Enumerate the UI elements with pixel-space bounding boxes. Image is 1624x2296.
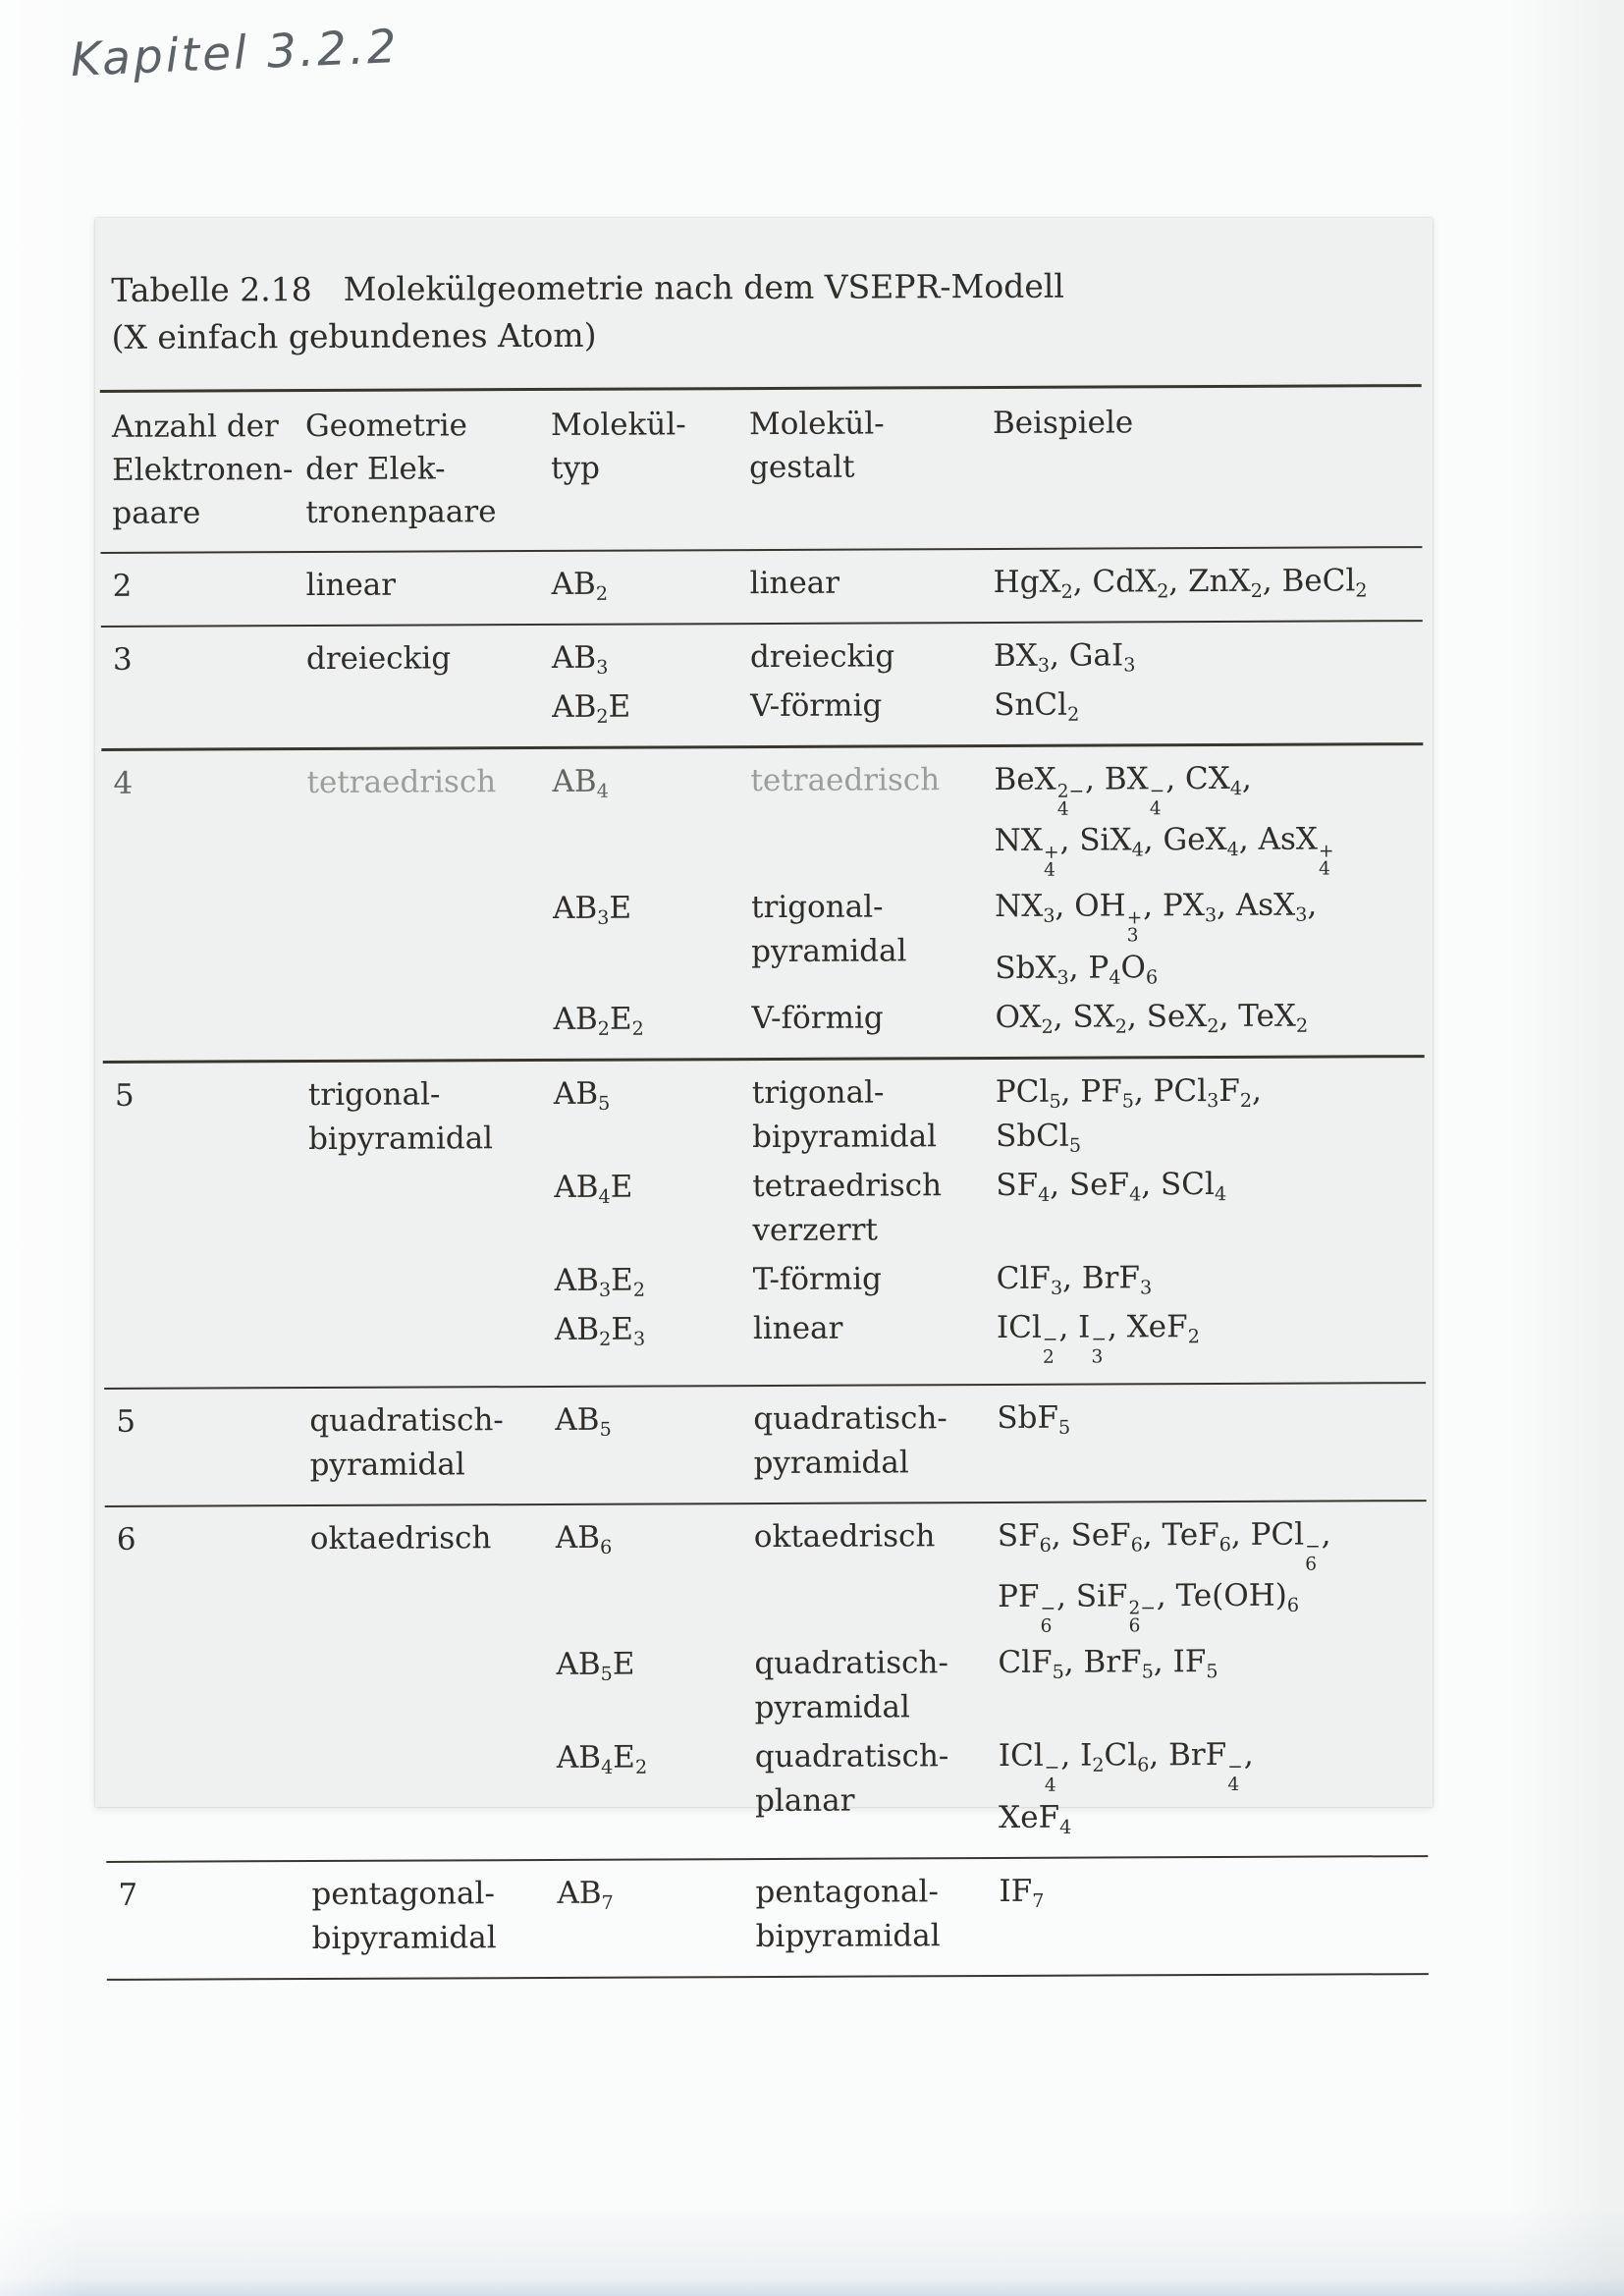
entries	[552, 756, 1424, 1042]
photocopy-content	[95, 215, 1440, 1981]
vsepr-table	[100, 384, 1429, 1980]
entry-row	[555, 1304, 1426, 1369]
entries	[556, 1512, 1428, 1842]
cell-type: $AB_2E_2$	[553, 1001, 644, 1040]
entry-row	[552, 632, 1423, 681]
cell-examples: $NX_3$, OH + 3 , $PX_3$, AsX$_3$, SbX$_3$, $P_4O_6$	[994, 888, 1318, 989]
cell-type: $AB_2E$	[552, 688, 631, 728]
cell-examples: $SF_4$, SeF$_4$, SCl$_4$	[996, 1166, 1227, 1206]
entries	[554, 1068, 1426, 1369]
cell-type: $AB_4E_2$	[556, 1739, 648, 1779]
cell-examples: ClF$_5$, BrF$_5$, $IF_5$	[998, 1644, 1218, 1684]
cell-type: $AB_3E$	[552, 891, 632, 930]
cell-type: $AB_5E$	[556, 1646, 635, 1686]
cell-type: $AB_3$	[551, 639, 609, 679]
cell-shape: linear	[752, 1310, 843, 1346]
cell-shape: quadratisch- pyramidal	[754, 1645, 949, 1726]
cell-examples: ICl − 4 , $I_2Cl_6$, BrF − 4 , XeF$_4$	[998, 1737, 1254, 1838]
cell-examples: $IF_7$	[999, 1873, 1045, 1912]
entry-row	[555, 1255, 1426, 1303]
entry-row	[557, 1868, 1428, 1960]
cell-shape: quadratisch- planar	[754, 1738, 949, 1820]
cell-type: $AB_2$	[551, 566, 609, 605]
entry-row	[557, 1732, 1428, 1841]
table-caption	[111, 264, 1417, 311]
entries	[557, 1868, 1428, 1960]
row-group-5-trigonal	[103, 1055, 1426, 1388]
cell-shape: V-förmig	[750, 687, 883, 725]
cell-examples: HgX$_2$, CdX$_2$, ZnX$_2$, BeCl$_2$	[993, 563, 1368, 603]
cell-shape: linear	[749, 565, 840, 602]
cell-examples: SbF$_5$	[997, 1399, 1071, 1439]
cell-pairs: 4	[113, 765, 134, 801]
table-number: Tabelle 2.18	[111, 270, 312, 309]
photocopy-area	[95, 218, 1433, 1956]
entry-row	[554, 1068, 1425, 1161]
entry-row	[556, 1512, 1428, 1638]
entries	[552, 632, 1423, 730]
cell-shape: tetraedrisch verzerrt	[752, 1167, 943, 1248]
entry-row	[552, 559, 1423, 607]
row-group-5-quadratisch	[104, 1382, 1427, 1505]
cell-geometry: oktaedrisch	[309, 1520, 492, 1557]
row-group-2	[100, 546, 1422, 626]
cell-geometry: quadratisch- pyramidal	[309, 1402, 504, 1483]
cell-examples: $BX_3$, GaI$_3$	[993, 637, 1136, 677]
cell-geometry: trigonal- bipyramidal	[307, 1076, 494, 1157]
cell-examples: $SF_6$, SeF$_6$, TeF$_6$, PCl − 6 , PF − 6 , SiF 2− 6 , $Te(OH)_6$	[997, 1516, 1331, 1637]
entry-row	[555, 1394, 1426, 1487]
cell-geometry: linear	[305, 567, 397, 604]
cell-pairs: 3	[112, 641, 133, 678]
entry-row	[552, 682, 1423, 730]
cell-pairs: 2	[112, 568, 133, 604]
cell-shape: oktaedrisch	[753, 1518, 936, 1555]
header-molekuelgestalt: Molekül- gestalt	[748, 406, 885, 486]
cell-type: $AB_4E$	[554, 1169, 633, 1208]
cell-geometry: tetraedrisch	[306, 764, 497, 801]
table-title: Molekülgeometrie nach dem VSEPR-Modell	[343, 266, 1065, 308]
row-group-4	[101, 742, 1424, 1061]
entry-row	[553, 994, 1424, 1042]
cell-type: $AB_3E_2$	[554, 1262, 646, 1301]
cell-examples: ClF$_3$, BrF$_3$	[996, 1260, 1153, 1299]
header-molekueltyp: Molekül- typ	[550, 407, 686, 486]
cell-type: $AB_2E_3$	[554, 1311, 646, 1350]
cell-geometry: pentagonal- bipyramidal	[311, 1875, 497, 1956]
entry-row	[554, 1162, 1425, 1254]
header-geometrie-elektronenpaare: Geometrie der Elek- tronenpaare	[304, 408, 497, 531]
cell-type: $AB_7$	[557, 1875, 614, 1914]
cell-examples: ICl − 2 , I − 3 , XeF$_2$	[996, 1308, 1200, 1368]
cell-shape: tetraedrisch	[750, 762, 941, 799]
cell-shape: dreieckig	[749, 638, 895, 676]
cell-shape: trigonal- bipyramidal	[751, 1074, 938, 1155]
cell-shape: T-förmig	[752, 1261, 883, 1297]
cell-examples: BeX 2− 4 , BX − 4 , $CX_4$, NX + 4 , SiX$_4$, GeX$_4$, AsX + 4	[994, 760, 1334, 882]
cell-type: $AB_6$	[555, 1519, 613, 1558]
table-header-row	[100, 387, 1423, 552]
table-subtitle: (X einfach gebundenes Atom)	[111, 315, 597, 356]
row-group-7	[106, 1855, 1429, 1979]
cell-type: $AB_5$	[555, 1401, 612, 1441]
entry-row	[553, 884, 1424, 993]
cell-shape: trigonal- pyramidal	[750, 889, 907, 970]
cell-pairs: 7	[118, 1877, 138, 1913]
cell-geometry: dreieckig	[305, 640, 452, 678]
cell-pairs: 5	[114, 1077, 135, 1114]
handwritten-chapter-note: Kapitel 3.2.2	[69, 20, 401, 87]
entries	[552, 559, 1423, 607]
header-anzahl-elektronenpaare: Anzahl der Elektronen- paare	[111, 409, 294, 531]
cell-shape: quadratisch- pyramidal	[753, 1400, 947, 1481]
cell-examples: $OX_2$, $SX_2$, SeX$_2$, TeX$_2$	[995, 998, 1309, 1038]
row-group-6	[105, 1500, 1429, 1861]
cell-type: $AB_5$	[553, 1075, 611, 1115]
cell-shape: pentagonal- bipyramidal	[755, 1873, 941, 1954]
entries	[555, 1394, 1426, 1487]
cell-shape: V-förmig	[751, 1000, 884, 1036]
cell-type: $AB_4$	[552, 763, 609, 802]
cell-pairs: 5	[116, 1403, 136, 1440]
header-beispiele: Beispiele	[992, 405, 1134, 441]
row-group-3	[101, 620, 1424, 748]
entry-row	[552, 756, 1424, 882]
cell-examples: SnCl$_2$	[994, 686, 1080, 726]
cell-pairs: 6	[116, 1521, 136, 1558]
entry-row	[556, 1639, 1427, 1731]
cell-examples: PCl$_5$, $PF_5$, $PCl_3F_2$, SbCl$_5$	[995, 1072, 1262, 1157]
